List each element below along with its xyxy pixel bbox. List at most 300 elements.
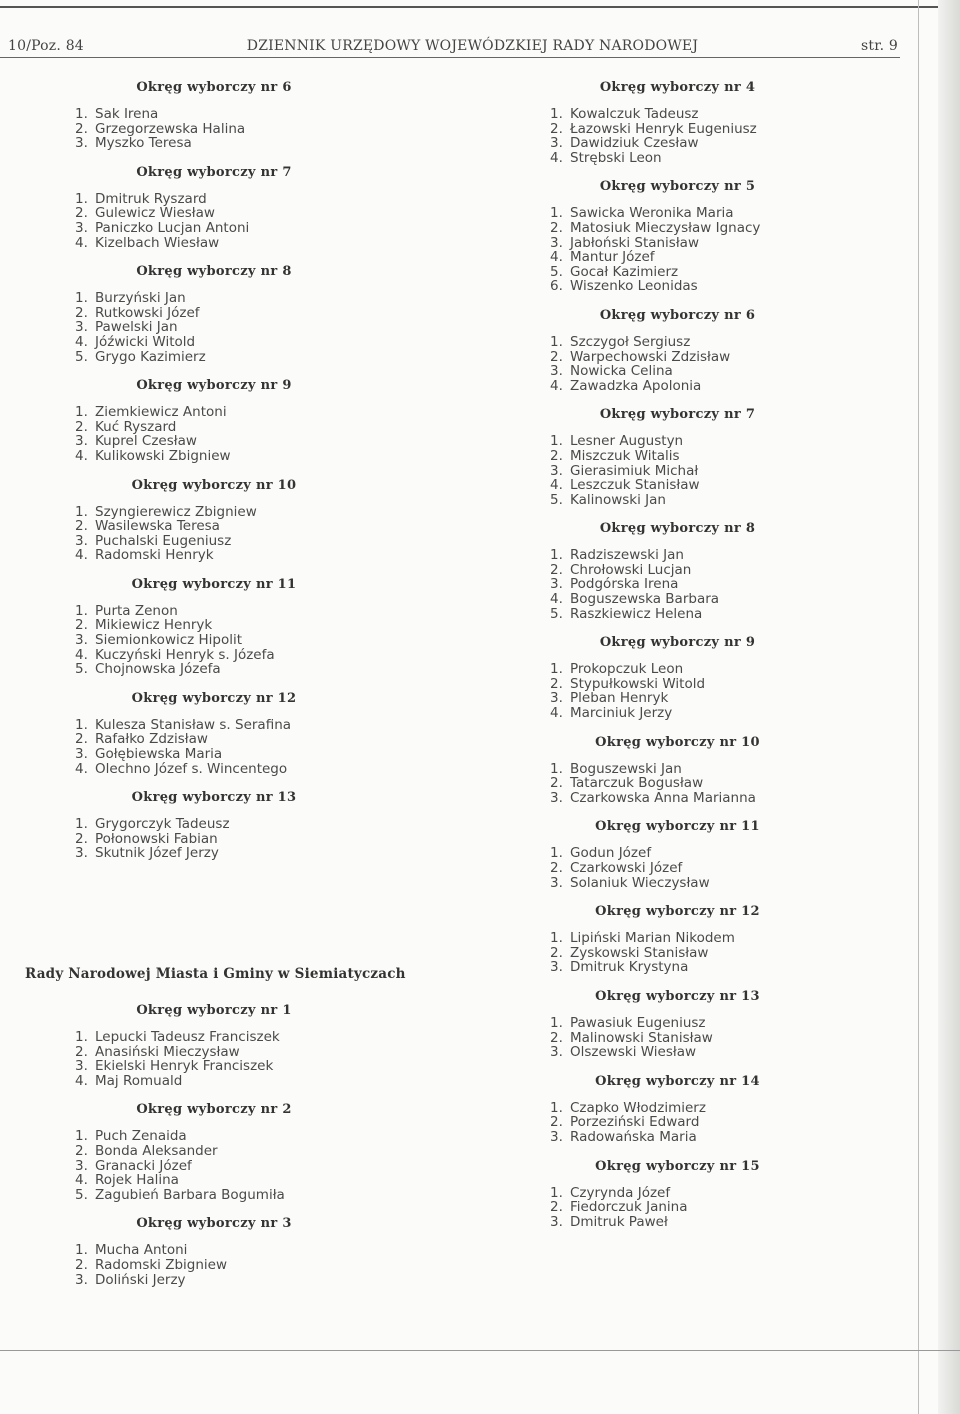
member-number: 2. — [75, 518, 88, 535]
member-name: Mucha Antoni — [95, 1242, 188, 1259]
member-row — [550, 379, 960, 394]
member-number: 2. — [75, 418, 88, 435]
district-block — [550, 989, 960, 1060]
member-name: Lipiński Marian Nikodem — [570, 930, 735, 947]
member-name: Maj Romuald — [95, 1072, 183, 1089]
member-row — [550, 1186, 960, 1201]
member-row — [75, 604, 495, 619]
member-name: Nowicka Celina — [570, 363, 673, 380]
member-number: 2. — [550, 1199, 563, 1216]
member-row — [75, 1258, 495, 1273]
district-block — [550, 635, 960, 720]
member-number: 3. — [75, 1157, 88, 1174]
member-number: 2. — [550, 447, 563, 464]
member-row — [75, 306, 495, 321]
member-number: 4. — [550, 149, 563, 166]
member-row — [75, 732, 495, 747]
district-block — [75, 80, 495, 151]
left-column-2 — [75, 1003, 495, 1301]
member-row — [75, 335, 495, 350]
member-name: Lepucki Tadeusz Franciszek — [95, 1029, 280, 1045]
member-row — [550, 861, 960, 876]
district-title: Okręg wyborczy nr 5 — [599, 179, 756, 195]
member-row — [550, 607, 960, 622]
member-number: 2. — [75, 1142, 88, 1159]
district-title: Okręg wyborczy nr 6 — [136, 80, 292, 95]
member-number: 4. — [550, 249, 563, 266]
member-name: Chojnowska Józefa — [95, 661, 221, 678]
top-rule — [0, 6, 944, 8]
member-row — [75, 1030, 495, 1045]
member-name: Fiedorczuk Janina — [570, 1199, 688, 1216]
district-title: Okręg wyborczy nr 6 — [599, 307, 756, 323]
member-name: Gulewicz Wiesław — [95, 205, 215, 222]
member-name: Czarkowski Józef — [570, 860, 683, 876]
member-name: Solaniuk Wieczysław — [570, 874, 710, 891]
member-row — [550, 464, 960, 479]
member-number: 3. — [550, 789, 563, 806]
member-row — [550, 1130, 960, 1145]
member-name: Kuprel Czesław — [95, 433, 197, 450]
member-number: 3. — [550, 1213, 563, 1230]
member-row — [75, 449, 495, 464]
member-row — [550, 236, 960, 251]
member-number: 3. — [550, 462, 563, 479]
member-number: 1. — [550, 205, 563, 222]
member-row — [75, 291, 495, 306]
member-row — [75, 1129, 495, 1144]
member-row — [75, 618, 495, 633]
member-row — [550, 762, 960, 777]
member-name: Radomski Zbigniew — [95, 1256, 228, 1273]
member-name: Burzyński Jan — [95, 290, 186, 307]
member-number: 1. — [550, 1184, 563, 1201]
member-row — [75, 505, 495, 520]
member-name: Kowalczuk Tadeusz — [570, 106, 699, 122]
member-row — [550, 846, 960, 861]
member-row — [550, 265, 960, 280]
member-row — [75, 1188, 495, 1203]
member-row — [550, 563, 960, 578]
member-number: 3. — [75, 746, 88, 763]
member-row — [75, 648, 495, 663]
member-row — [550, 691, 960, 706]
member-name: Anasiński Mieczysław — [95, 1043, 240, 1060]
member-row — [75, 662, 495, 677]
member-name: Łazowski Henryk Eugeniusz — [570, 120, 757, 137]
member-number: 3. — [550, 874, 563, 891]
member-name: Doliński Jerzy — [95, 1271, 186, 1288]
member-number: 2. — [75, 830, 88, 847]
member-number: 1. — [550, 845, 563, 862]
member-name: Tatarczuk Bogusław — [570, 775, 704, 792]
member-number: 3. — [75, 319, 88, 336]
member-name: Kulikowski Zbigniew — [95, 447, 231, 464]
member-name: Puch Zenaida — [95, 1128, 187, 1145]
district-block — [550, 521, 960, 621]
member-name: Miszczuk Witalis — [570, 447, 680, 464]
member-number: 1. — [75, 1029, 88, 1045]
member-row — [550, 335, 960, 350]
member-name: Skutnik Józef Jerzy — [95, 845, 219, 862]
member-row — [550, 946, 960, 961]
member-number: 1. — [75, 106, 88, 122]
district-block — [550, 80, 960, 165]
district-block — [75, 1216, 495, 1287]
member-row — [75, 534, 495, 549]
member-number: 3. — [75, 1271, 88, 1288]
member-number: 1. — [75, 190, 88, 207]
member-number: 3. — [75, 632, 88, 649]
left-column — [75, 80, 495, 875]
member-row — [75, 747, 495, 762]
member-name: Dawidziuk Czesław — [570, 135, 699, 152]
member-name: Kuć Ryszard — [95, 418, 177, 435]
member-number: 1. — [550, 433, 563, 450]
member-number: 1. — [550, 930, 563, 947]
member-number: 4. — [75, 234, 88, 251]
member-row — [75, 405, 495, 420]
member-number: 3. — [550, 1128, 563, 1145]
member-number: 2. — [75, 205, 88, 222]
member-number: 2. — [75, 731, 88, 748]
member-name: Matosiuk Mieczysław Ignacy — [570, 219, 761, 236]
member-row — [550, 1101, 960, 1116]
district-block — [550, 1074, 960, 1145]
member-name: Strębski Leon — [570, 149, 662, 166]
member-row — [550, 136, 960, 151]
member-name: Sak Irena — [95, 106, 159, 122]
member-row — [550, 151, 960, 166]
member-number: 5. — [550, 263, 563, 280]
member-row — [75, 846, 495, 861]
district-title: Okręg wyborczy nr 8 — [599, 521, 756, 537]
member-number: 3. — [75, 219, 88, 236]
member-row — [75, 107, 495, 122]
district-block — [550, 179, 960, 294]
member-row — [550, 221, 960, 236]
district-title: Okręg wyborczy nr 10 — [595, 734, 760, 750]
district-title: Okręg wyborczy nr 1 — [136, 1003, 292, 1018]
member-number: 3. — [75, 845, 88, 862]
member-row — [550, 279, 960, 294]
district-block — [550, 735, 960, 806]
member-row — [75, 192, 495, 207]
member-row — [550, 931, 960, 946]
district-block — [550, 819, 960, 890]
member-number: 2. — [550, 1029, 563, 1046]
member-name: Pleban Henryk — [570, 690, 669, 707]
member-name: Chrołowski Lucjan — [570, 561, 692, 578]
member-row — [75, 633, 495, 648]
member-row — [75, 1074, 495, 1089]
member-number: 3. — [75, 135, 88, 152]
member-number: 3. — [75, 532, 88, 549]
district-title: Okręg wyborczy nr 7 — [136, 164, 292, 180]
member-name: Rutkowski Józef — [95, 304, 200, 321]
district-block — [75, 577, 495, 677]
member-number: 2. — [75, 617, 88, 634]
district-block — [550, 904, 960, 975]
member-row — [75, 1059, 495, 1074]
council-title: Rady Narodowej Miasta i Gminy w Siemiatyczach — [25, 966, 406, 982]
member-number: 5. — [75, 1186, 88, 1203]
member-row — [550, 662, 960, 677]
member-number: 4. — [550, 705, 563, 722]
member-number: 2. — [75, 304, 88, 321]
page-header — [8, 38, 898, 54]
member-number: 2. — [550, 348, 563, 365]
member-number: 3. — [75, 1058, 88, 1075]
member-name: Boguszewska Barbara — [570, 591, 720, 608]
member-row — [75, 320, 495, 335]
member-name: Kizelbach Wiesław — [95, 234, 220, 251]
member-row — [550, 960, 960, 975]
member-number: 3. — [550, 135, 563, 152]
member-name: Radomski Henryk — [95, 547, 214, 564]
member-name: Rafałko Zdzisław — [95, 731, 208, 748]
member-number: 2. — [550, 1114, 563, 1131]
member-number: 2. — [550, 860, 563, 876]
member-row — [75, 1045, 495, 1060]
district-title: Okręg wyborczy nr 11 — [131, 576, 297, 592]
member-number: 1. — [75, 1128, 88, 1145]
member-number: 1. — [550, 1014, 563, 1031]
member-number: 4. — [75, 1172, 88, 1189]
member-name: Olechno Józef s. Wincentego — [95, 760, 288, 777]
member-name: Podgórska Irena — [570, 576, 679, 593]
member-row — [550, 449, 960, 464]
member-number: 4. — [75, 1072, 88, 1089]
district-title: Okręg wyborczy nr 2 — [136, 1102, 292, 1118]
member-number: 4. — [75, 333, 88, 350]
member-row — [550, 122, 960, 137]
member-row — [75, 1273, 495, 1288]
member-name: Puchalski Eugeniusz — [95, 532, 232, 549]
member-number: 1. — [550, 1099, 563, 1116]
member-number: 4. — [75, 646, 88, 663]
member-number: 4. — [550, 591, 563, 608]
member-name: Rojek Halina — [95, 1172, 179, 1189]
member-number: 4. — [550, 377, 563, 394]
member-number: 4. — [75, 447, 88, 464]
member-row — [550, 350, 960, 365]
member-name: Grygorczyk Tadeusz — [95, 816, 230, 833]
member-name: Czyrynda Józef — [570, 1184, 671, 1201]
member-row — [550, 1200, 960, 1215]
member-name: Jóźwicki Witold — [95, 333, 196, 350]
member-name: Warpechowski Zdzisław — [570, 348, 731, 365]
district-title: Okręg wyborczy nr 9 — [136, 378, 292, 394]
member-name: Dmitruk Paweł — [570, 1213, 668, 1230]
member-name: Gołębiewska Maria — [95, 746, 223, 763]
member-number: 4. — [75, 547, 88, 564]
district-title: Okręg wyborczy nr 9 — [599, 635, 756, 651]
member-row — [75, 434, 495, 449]
member-number: 2. — [550, 219, 563, 236]
district-title: Okręg wyborczy nr 10 — [131, 477, 297, 493]
district-title: Okręg wyborczy nr 13 — [595, 988, 760, 1004]
page-ref: str. 9 — [861, 38, 898, 54]
district-title: Okręg wyborczy nr 12 — [131, 690, 297, 706]
member-row — [550, 1115, 960, 1130]
member-name: Szczygoł Sergiusz — [570, 333, 691, 350]
member-name: Raszkiewicz Helena — [570, 605, 703, 622]
member-name: Połonowski Fabian — [95, 830, 218, 847]
member-number: 3. — [550, 363, 563, 380]
member-number: 5. — [550, 605, 563, 622]
member-name: Czarkowska Anna Marianna — [570, 789, 756, 806]
right-column — [550, 80, 960, 1243]
district-title: Okręg wyborczy nr 14 — [595, 1073, 760, 1089]
journal-title: DZIENNIK URZĘDOWY WOJEWÓDZKIEJ RADY NARODOWEJ — [246, 38, 699, 54]
member-row — [75, 1159, 495, 1174]
member-row — [75, 122, 495, 137]
member-name: Gierasimiuk Michał — [570, 462, 699, 479]
member-name: Grzegorzewska Halina — [95, 120, 246, 137]
district-title: Okręg wyborczy nr 8 — [136, 264, 292, 280]
district-block — [75, 691, 495, 776]
member-name: Malinowski Stanisław — [570, 1029, 713, 1046]
member-name: Czapko Włodzimierz — [570, 1099, 706, 1116]
member-row — [550, 434, 960, 449]
member-name: Granacki Józef — [95, 1157, 192, 1174]
member-number: 1. — [75, 816, 88, 833]
district-block — [75, 1102, 495, 1202]
member-number: 3. — [550, 234, 563, 251]
member-number: 1. — [75, 716, 88, 733]
member-name: Jabłoński Stanisław — [570, 234, 699, 251]
member-row — [550, 1031, 960, 1046]
district-block — [75, 165, 495, 250]
member-row — [550, 577, 960, 592]
member-name: Ekielski Henryk Franciszek — [95, 1058, 274, 1075]
district-block — [75, 264, 495, 364]
member-row — [550, 776, 960, 791]
member-name: Ziemkiewicz Antoni — [95, 404, 227, 421]
member-number: 3. — [550, 576, 563, 593]
district-title: Okręg wyborczy nr 12 — [595, 904, 760, 920]
member-number: 1. — [75, 290, 88, 307]
member-row — [550, 364, 960, 379]
member-number: 1. — [75, 602, 88, 619]
member-name: Zagubień Barbara Bogumiła — [95, 1186, 285, 1203]
member-row — [75, 817, 495, 832]
member-row — [75, 350, 495, 365]
member-row — [550, 592, 960, 607]
member-row — [550, 548, 960, 563]
member-name: Prokopczuk Leon — [570, 661, 684, 678]
member-row — [75, 718, 495, 733]
member-number: 2. — [550, 120, 563, 137]
member-row — [550, 791, 960, 806]
member-name: Bonda Aleksander — [95, 1142, 218, 1159]
member-name: Dmitruk Ryszard — [95, 190, 207, 207]
member-number: 2. — [75, 120, 88, 137]
member-name: Paniczko Lucjan Antoni — [95, 219, 250, 236]
member-name: Dmitruk Krystyna — [570, 959, 689, 976]
member-number: 1. — [75, 503, 88, 520]
member-name: Leszczuk Stanisław — [570, 477, 700, 494]
member-name: Purta Zenon — [95, 602, 178, 619]
member-row — [550, 1045, 960, 1060]
member-number: 1. — [550, 760, 563, 777]
district-title: Okręg wyborczy nr 4 — [599, 80, 756, 95]
member-name: Boguszewski Jan — [570, 760, 682, 777]
bottom-line — [0, 1350, 960, 1351]
member-row — [550, 1215, 960, 1230]
member-number: 1. — [550, 661, 563, 678]
district-block — [75, 478, 495, 563]
member-name: Kalinowski Jan — [570, 491, 666, 508]
member-row — [75, 762, 495, 777]
member-name: Radowańska Maria — [570, 1128, 697, 1145]
member-name: Mantur Józef — [570, 249, 655, 266]
member-row — [75, 519, 495, 534]
member-name: Pawasiuk Eugeniusz — [570, 1014, 706, 1031]
member-number: 5. — [75, 661, 88, 678]
member-row — [75, 1243, 495, 1258]
member-name: Godun Józef — [570, 845, 652, 862]
district-block — [550, 407, 960, 507]
member-name: Stypułkowski Witold — [570, 675, 706, 692]
member-row — [75, 832, 495, 847]
member-number: 2. — [550, 675, 563, 692]
member-number: 4. — [75, 760, 88, 777]
member-name: Zyskowski Stanisław — [570, 944, 709, 961]
member-name: Gocał Kazimierz — [570, 263, 679, 280]
member-number: 3. — [550, 690, 563, 707]
member-number: 1. — [75, 1242, 88, 1259]
district-block — [550, 308, 960, 393]
member-name: Marciniuk Jerzy — [570, 705, 673, 722]
member-row — [75, 420, 495, 435]
member-number: 2. — [75, 1043, 88, 1060]
member-name: Grygo Kazimierz — [95, 348, 206, 365]
member-name: Wiszenko Leonidas — [570, 278, 698, 295]
member-name: Lesner Augustyn — [570, 433, 684, 450]
member-name: Kulesza Stanisław s. Serafina — [95, 716, 292, 733]
member-row — [550, 250, 960, 265]
member-number: 6. — [550, 278, 563, 295]
member-row — [550, 493, 960, 508]
district-block — [75, 378, 495, 463]
member-name: Porzeziński Edward — [570, 1114, 700, 1131]
member-row — [550, 206, 960, 221]
district-block — [550, 1159, 960, 1230]
member-number: 1. — [550, 333, 563, 350]
member-number: 5. — [75, 348, 88, 365]
member-row — [75, 1144, 495, 1159]
member-name: Siemionkowicz Hipolit — [95, 632, 243, 649]
member-number: 2. — [550, 944, 563, 961]
member-name: Olszewski Wiesław — [570, 1044, 697, 1061]
member-number: 1. — [550, 547, 563, 564]
district-title: Okręg wyborczy nr 7 — [599, 407, 756, 423]
member-row — [75, 548, 495, 563]
header-rule — [0, 57, 900, 58]
member-name: Szyngierewicz Zbigniew — [95, 503, 257, 520]
page-number: 10/Poz. 84 — [8, 38, 84, 54]
member-name: Sawicka Weronika Maria — [570, 205, 734, 222]
member-name: Zawadzka Apolonia — [570, 377, 702, 394]
member-name: Myszko Teresa — [95, 135, 192, 152]
district-title: Okręg wyborczy nr 11 — [595, 819, 760, 835]
district-block — [75, 790, 495, 861]
member-row — [550, 478, 960, 493]
member-number: 3. — [550, 959, 563, 976]
district-title: Okręg wyborczy nr 13 — [131, 790, 297, 806]
